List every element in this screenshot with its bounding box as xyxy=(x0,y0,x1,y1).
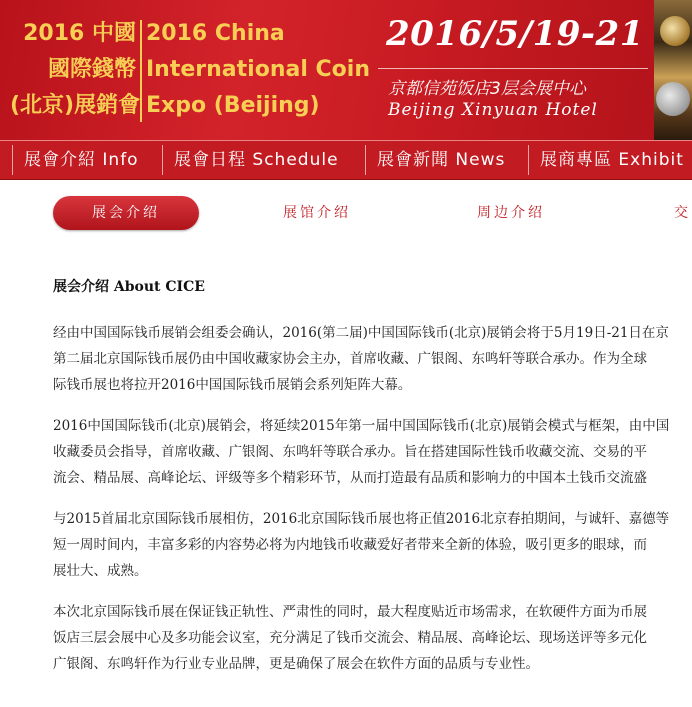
event-info xyxy=(378,8,678,134)
nav-separator xyxy=(12,145,13,175)
paragraph-line: 际钱币展也将拉开2016中国国际钱币展销会系列矩阵大幕。 xyxy=(53,377,412,393)
nav-separator xyxy=(365,145,366,175)
venue-chinese: 京都信苑饭店3层会展中心 xyxy=(388,79,586,99)
subnav-tab-venue[interactable]: 展馆介绍 xyxy=(283,205,351,221)
paragraph-line: 流会、精品展、高峰论坛、评级等多个精彩环节，从而打造最有品质和影响力的中国本土钱币交流盛 xyxy=(53,470,647,486)
header-banner xyxy=(0,0,692,140)
subnav-tab-intro-active[interactable]: 展会介绍 xyxy=(53,196,199,230)
expo-title-en-line: 2016 China xyxy=(146,21,285,46)
nav-separator xyxy=(528,145,529,175)
paragraph-line: 饭店三层会展中心及多功能会议室，充分满足了钱币交流会、精品展、高峰论坛、现场送评等多元化 xyxy=(53,630,647,646)
expo-title-english xyxy=(146,16,370,124)
paragraph-line: 2016中国国际钱币(北京)展销会，将延续2015年第一届中国国际钱币(北京)展销会模式与框架，由中国 xyxy=(53,418,670,434)
title-divider xyxy=(140,20,142,122)
expo-title-chinese xyxy=(10,16,141,124)
paragraph xyxy=(53,320,692,398)
event-date: 2016/5/19-21 xyxy=(386,14,644,54)
article-heading: 展会介绍 About CICE xyxy=(53,279,205,295)
expo-title-en-line: International Coin xyxy=(146,57,370,82)
paragraph-line: 短一周时间内，丰富多彩的内容势必将为内地钱币收藏爱好者带来全新的体验，吸引更多的眼球，而 xyxy=(53,537,647,553)
paragraph-line: 展壮大、成熟。 xyxy=(53,563,148,579)
paragraph-line: 广银阁、东鸣轩作为行业专业品牌，更是确保了展会在软件方面的品质与专业性。 xyxy=(53,656,539,672)
paragraph-line: 收藏委员会指导，首席收藏、广银阁、东鸣轩等联合承办。旨在搭建国际性钱币收藏交流、交易的平 xyxy=(53,444,647,460)
nav-item-schedule[interactable]: 展會日程 Schedule xyxy=(174,150,339,170)
expo-title-cn-line: (北京)展銷會 xyxy=(10,93,141,118)
subnav-tab-transport[interactable]: 交 xyxy=(674,205,691,221)
expo-title-cn-line: 國際錢幣 xyxy=(47,57,136,82)
date-underline xyxy=(378,68,648,69)
article-content xyxy=(53,276,692,677)
expo-logo-text xyxy=(0,10,370,130)
main-navigation xyxy=(0,140,692,180)
paragraph-line: 第二届北京国际钱币展仍由中国收藏家协会主办，首席收藏、广银阁、东鸣轩等联合承办。作为全球 xyxy=(53,351,647,367)
expo-title-en-line: Expo (Beijing) xyxy=(146,93,320,118)
paragraph-line: 本次北京国际钱币展在保证钱正轨性、严肃性的同时，最大程度贴近市场需求，在软硬件方面为币展 xyxy=(53,604,647,620)
nav-item-info[interactable]: 展會介紹 Info xyxy=(24,150,139,170)
paragraph xyxy=(53,506,692,584)
coin-photo xyxy=(654,0,692,140)
subnav-tab-surroundings[interactable]: 周边介绍 xyxy=(477,205,545,221)
venue-english: Beijing Xinyuan Hotel xyxy=(388,100,598,120)
paragraph xyxy=(53,599,692,677)
paragraph xyxy=(53,413,692,491)
nav-item-exhibit[interactable]: 展商專區 Exhibit xyxy=(540,150,684,170)
nav-item-news[interactable]: 展會新聞 News xyxy=(377,150,506,170)
nav-separator xyxy=(162,145,163,175)
silver-coin-image xyxy=(656,82,690,116)
sub-navigation xyxy=(0,196,692,232)
paragraph-line: 经由中国国际钱币展销会组委会确认，2016(第二届)中国国际钱币(北京)展销会将于5月19日-21日在京 xyxy=(53,325,669,341)
gold-coin-image xyxy=(660,16,690,46)
paragraph-line: 与2015首届北京国际钱币展相仿，2016北京国际钱币展也将正值2016北京春拍期间，与诚轩、嘉德等 xyxy=(53,511,670,527)
expo-title-cn-line: 2016 中國 xyxy=(23,21,136,46)
